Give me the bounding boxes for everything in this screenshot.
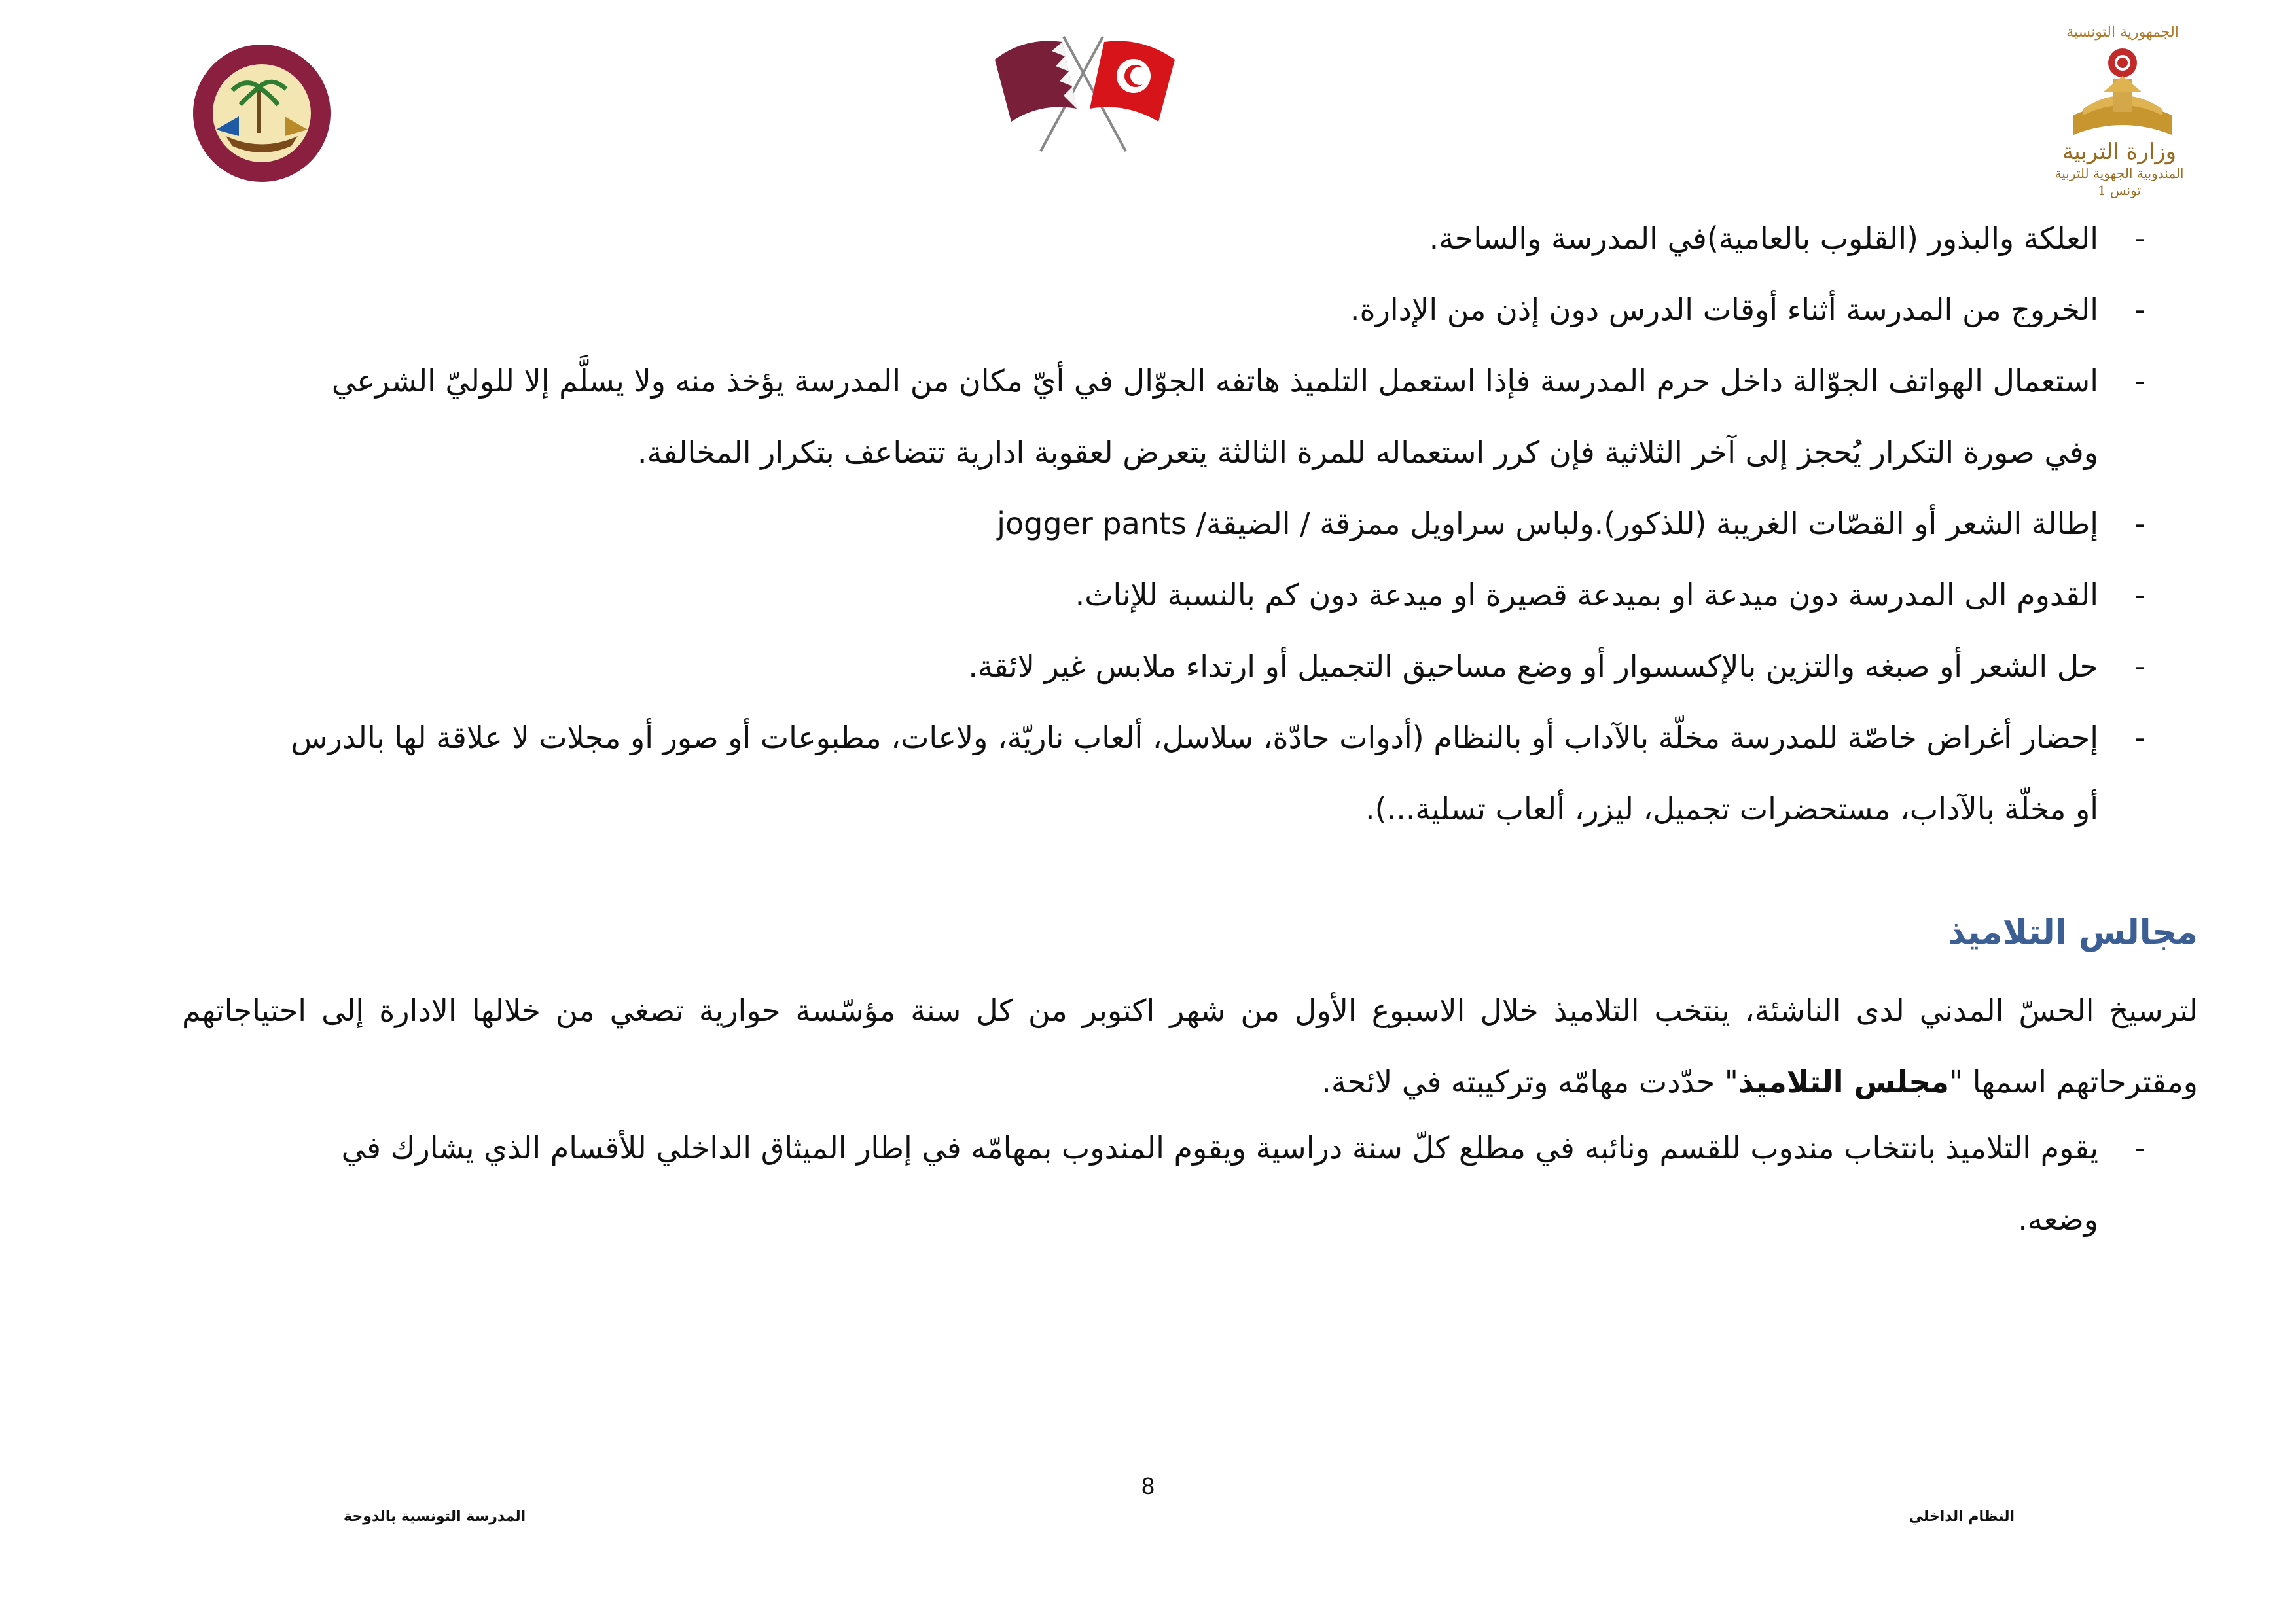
bullet-dash: - — [2134, 363, 2145, 399]
bullet-dash: - — [2134, 506, 2145, 541]
list-item — [188, 702, 2145, 845]
list-item — [188, 1113, 2145, 1255]
rule-text: القدوم الى المدرسة دون ميدعة او بميدعة قصيرة او ميدعة دون كم بالنسبة للإناث. — [1075, 577, 2098, 613]
crossed-flags-qatar-tunisia-icon — [978, 30, 1188, 154]
bullet-dash: - — [2134, 649, 2145, 684]
section-paragraph — [182, 975, 2198, 1118]
bullet-text: يقوم التلاميذ بانتخاب مندوب للقسم ونائبه في مطلع كلّ سنة دراسية ويقوم المندوب بمهامّه في إطار الميثاق الداخلي للأقسام الذي يشارك في وضعه. — [341, 1130, 2098, 1237]
regional-office-name: المندوبية الجهوية للتربية تونس 1 — [2054, 166, 2184, 198]
paragraph-text: لترسيخ الحسّ المدني لدى الناشئة، ينتخب التلاميذ خلال الاسبوع الأول من شهر اكتوبر من كل سنة مؤسّسة حوارية تصغي من خلالها الادارة إلى احتياجاتهم ومقترحاتهم اسمها " — [182, 993, 2198, 1099]
list-item — [188, 274, 2145, 346]
list-item — [188, 203, 2145, 274]
rule-text: الخروج من المدرسة أثناء أوقات الدرس دون إذن من الإدارة. — [1350, 292, 2098, 327]
bullet-dash: - — [2134, 292, 2145, 327]
svg-text:الجمهورية التونسية: الجمهورية التونسية — [2066, 24, 2179, 41]
rule-text-english: jogger pants — [997, 506, 1187, 541]
rule-text — [285, 488, 2098, 560]
qatar-ministry-education-emblem-icon — [187, 38, 337, 188]
section-title: مجالس التلاميذ — [1948, 913, 2198, 952]
rules-section — [188, 203, 2145, 845]
page-number: 8 — [1141, 1472, 1155, 1499]
ministry-emblem-caption — [2041, 139, 2198, 199]
ministry-name: وزارة التربية — [2062, 139, 2177, 165]
footer-document-title: النظام الداخلي — [1909, 1508, 2015, 1525]
bullet-dash: - — [2134, 577, 2145, 613]
paragraph-bold-term: مجلس التلاميذ — [1738, 1064, 1949, 1099]
rule-text-arabic: إطالة الشعر أو القصّات الغريبة (للذكور).ولباس سراويل ممزقة / الضيقة/ — [1196, 506, 2098, 541]
section-bullets — [188, 1113, 2145, 1255]
list-item — [188, 488, 2145, 560]
footer-school-name: المدرسة التونسية بالدوحة — [344, 1508, 526, 1525]
bullet-dash: - — [2134, 1130, 2145, 1166]
section-bullet-list — [188, 1113, 2145, 1255]
list-item — [188, 631, 2145, 702]
rules-list — [188, 203, 2145, 845]
list-item — [188, 560, 2145, 631]
rule-text: استعمال الهواتف الجوّالة داخل حرم المدرسة فإذا استعمل التلميذ هاتفه الجوّال في أيّ مكان من المدرسة يؤخذ منه ولا يسلَّم إلا للوليّ الشرعي وفي صورة التكرار يُحجز إلى آخر الثلاثية فإن كرر استعماله للمرة الثالثة يتعرض لعقوبة ادارية تتضاعف بتكرار المخالفة. — [331, 363, 2098, 470]
rule-text: إحضار أغراض خاصّة للمدرسة مخلّة بالآداب أو بالنظام (أدوات حادّة، سلاسل، ألعاب ناريّة، ولاعات، مطبوعات أو صور أو مجلات لا علاقة لها بالدرس أو مخلّة بالآداب، مستحضرات تجميل، ليزر، ألعاب تسلية...). — [291, 720, 2098, 827]
list-item — [188, 346, 2145, 488]
rule-text: العلكة والبذور (القلوب بالعامية)في المدرسة والساحة. — [1429, 221, 2098, 256]
bullet-dash: - — [2134, 720, 2145, 755]
paragraph-text-end: " حدّدت مهامّه وتركيبته في لائحة. — [1321, 1064, 1738, 1099]
bullet-dash: - — [2134, 221, 2145, 256]
rule-text: حل الشعر أو صبغه والتزين بالإكسسوار أو وضع مساحيق التجميل أو ارتداء ملابس غير لائقة. — [968, 649, 2098, 684]
